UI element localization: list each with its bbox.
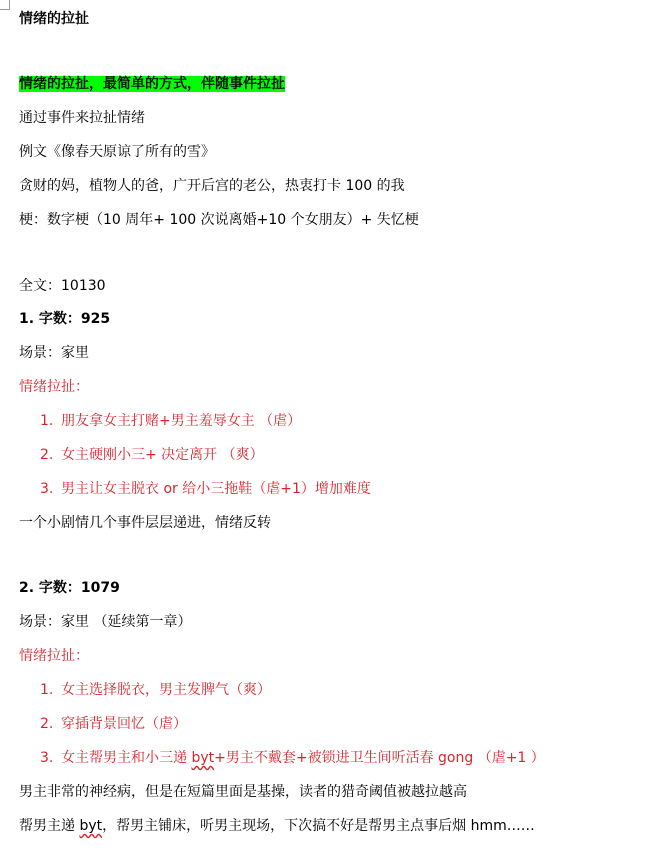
document-title: 情绪的拉扯 bbox=[19, 11, 89, 27]
full-text-count: 全文：10130 bbox=[19, 278, 106, 294]
list-text: 男主让女主脱衣 or 给小三拖鞋（虐+1）增加难度 bbox=[61, 481, 371, 497]
section1-list-item bbox=[40, 445, 264, 465]
list-text: 女主硬刚小三+ 决定离开 （爽） bbox=[61, 447, 264, 463]
summary-text-before: 帮男主递 bbox=[19, 818, 80, 834]
list-text-after: +男主不戴套+被锁进卫生间听活春 gong （虐+1 ） bbox=[214, 750, 545, 766]
section1-list-item bbox=[40, 411, 301, 431]
intro-line-example: 例文《像春天原谅了所有的雪》 bbox=[19, 144, 215, 160]
section1-emotion-label: 情绪拉扯： bbox=[19, 379, 89, 395]
list-number: 2. bbox=[40, 447, 54, 463]
section1-summary: 一个小剧情几个事件层层递进，情绪反转 bbox=[19, 515, 271, 531]
spellcheck-word: byt bbox=[191, 750, 215, 766]
list-number: 1. bbox=[40, 413, 54, 429]
section1-scene: 场景：家里 bbox=[19, 345, 89, 361]
intro-line-characters: 贪财的妈，植物人的爸，广开后宫的老公，热衷打卡 100 的我 bbox=[19, 178, 405, 194]
section2-summary-2 bbox=[19, 816, 535, 836]
list-number: 3. bbox=[40, 750, 54, 766]
intro-line-1: 通过事件来拉扯情绪 bbox=[19, 110, 145, 126]
section2-summary-1: 男主非常的神经病，但是在短篇里面是基操，读者的猎奇阈值被越拉越高 bbox=[19, 784, 467, 800]
section2-scene: 场景：家里 （延续第一章） bbox=[19, 614, 192, 630]
list-number: 1. bbox=[40, 682, 54, 698]
section2-list-item bbox=[40, 680, 271, 700]
page-corner-mark bbox=[0, 0, 10, 10]
highlight-paragraph bbox=[19, 74, 285, 94]
section1-heading: 1. 字数：925 bbox=[19, 311, 111, 327]
section2-emotion-label: 情绪拉扯： bbox=[19, 648, 89, 664]
list-number: 3. bbox=[40, 481, 54, 497]
list-text: 朋友拿女主打赌+男主羞辱女主 （虐） bbox=[61, 413, 302, 429]
section2-list-item bbox=[40, 714, 187, 734]
list-text: 穿插背景回忆（虐） bbox=[61, 716, 187, 732]
summary-text-after: ，帮男主铺床，听男主现场，下次搞不好是帮男主点事后烟 hmm…… bbox=[102, 818, 535, 834]
list-text: 女主选择脱衣，男主发脾气（爽） bbox=[61, 682, 271, 698]
highlighted-text: 情绪的拉扯，最简单的方式，伴随事件拉扯 bbox=[19, 76, 285, 92]
list-text-before: 女主帮男主和小三递 bbox=[61, 750, 192, 766]
spellcheck-word: byt bbox=[79, 818, 103, 834]
section2-heading: 2. 字数：1079 bbox=[19, 580, 120, 596]
section1-list-item bbox=[40, 479, 371, 499]
list-number: 2. bbox=[40, 716, 54, 732]
section2-list-item bbox=[40, 748, 545, 768]
intro-line-tropes: 梗：数字梗（10 周年+ 100 次说离婚+10 个女朋友）+ 失忆梗 bbox=[19, 212, 419, 228]
